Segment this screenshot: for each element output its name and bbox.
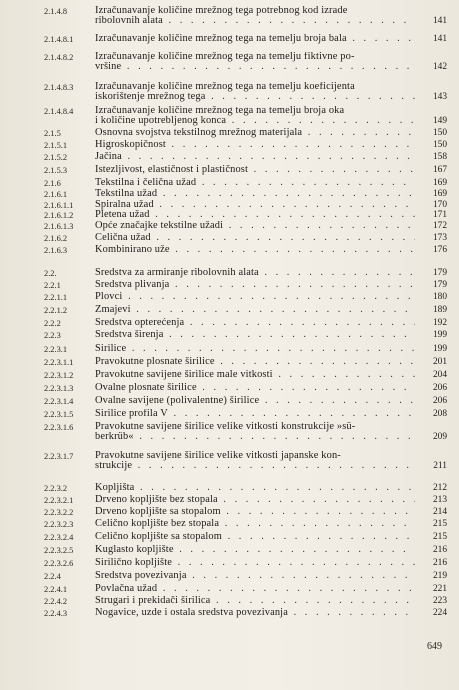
- page-ref: 201: [432, 357, 447, 367]
- page-ref: 180: [432, 292, 447, 302]
- page-ref: 206: [432, 396, 447, 406]
- page-ref: 173: [432, 233, 447, 243]
- section-title: [95, 422, 415, 442]
- section-title: [95, 268, 415, 278]
- page-ref: 219: [432, 571, 447, 581]
- section-title: [95, 558, 415, 568]
- page-ref: 142: [432, 62, 447, 73]
- section-number: 2.2.3.1.3: [44, 384, 74, 393]
- section-title: [95, 221, 415, 231]
- section-title-line: Širilice profila V . . .: [95, 409, 415, 419]
- section-title: [95, 344, 415, 354]
- section-title: [95, 483, 415, 493]
- page-ref: 179: [432, 268, 447, 278]
- section-title-line: iskorištenje mrežnog tega . . .: [95, 92, 415, 102]
- page-ref: 206: [432, 383, 447, 393]
- section-title: [95, 519, 415, 529]
- section-title: [95, 140, 415, 150]
- section-number: 2.2.4: [44, 572, 61, 581]
- page-ref: 208: [432, 409, 447, 419]
- section-number: 2.2.4.1: [44, 585, 68, 594]
- page-ref: 179: [432, 280, 447, 290]
- section-number: 2.2.: [44, 269, 57, 278]
- page-ref: 213: [432, 495, 447, 505]
- page-ref: 216: [432, 558, 447, 568]
- section-title-line: Izračunavanje količine mrežnog tega na temelju broja bala . . .: [95, 34, 415, 44]
- section-title-line: Pletena užad . . .: [95, 210, 415, 220]
- section-title-line: Sredstva za armiranje ribolovnih alata . . .: [95, 268, 415, 278]
- section-title-line: Tekstilna i čelična užad . . .: [95, 178, 415, 188]
- section-title: [95, 409, 415, 419]
- section-title: [95, 280, 415, 290]
- section-title: [95, 165, 415, 175]
- page-ref: 224: [432, 608, 447, 618]
- section-title-line: Čelično kopljište sa stopalom . . .: [95, 532, 415, 542]
- section-title: [95, 82, 415, 102]
- section-title: [95, 106, 415, 126]
- section-title: [95, 370, 415, 380]
- section-number: 2.2.3.1.1: [44, 358, 74, 367]
- section-title: [95, 507, 415, 517]
- section-title: [95, 178, 415, 188]
- section-number: 2.2.3.2.1: [44, 496, 74, 505]
- page-ref: 169: [432, 189, 447, 199]
- page-ref: 141: [432, 34, 447, 44]
- section-number: 2.1.5.1: [44, 141, 68, 150]
- section-title-line: Strugari i prekidači širilica . . .: [95, 596, 415, 606]
- section-number: 2.2.1.1: [44, 293, 68, 302]
- page-ref: 214: [432, 507, 447, 517]
- section-title-line: Kuglasto kopljište . . .: [95, 545, 415, 555]
- page-ref: 215: [432, 519, 447, 529]
- section-title: [95, 245, 415, 255]
- section-title-line: Ovalne savijene (polivalentne) širilice . . .: [95, 396, 415, 406]
- section-number: 2.1.6.1.1: [44, 201, 74, 210]
- section-title: [95, 383, 415, 393]
- section-title-line: Čelična užad . . .: [95, 233, 415, 243]
- section-title-line: ribolovnih alata . . .: [95, 16, 415, 26]
- section-number: 2.1.5.2: [44, 153, 68, 162]
- section-title-line: Drveno kopljište bez stopala . . .: [95, 495, 415, 505]
- section-title: [95, 532, 415, 542]
- section-title-line: Širilično kopljište . . .: [95, 558, 415, 568]
- section-title-line: Sredstva povezivanja . . .: [95, 571, 415, 581]
- section-title-line: Spiralna užad . . .: [95, 200, 415, 210]
- section-title-line: vršine . . .: [95, 62, 415, 72]
- section-title-line: Higroskopičnost . . .: [95, 140, 415, 150]
- page-ref: 199: [432, 344, 447, 354]
- section-title-line: Sredstva plivanja . . .: [95, 280, 415, 290]
- page-ref: 150: [432, 128, 447, 138]
- page-ref: 199: [432, 330, 447, 340]
- section-number: 2.2.3.1.7: [44, 452, 74, 461]
- section-number: 2.1.6.1.2: [44, 211, 74, 220]
- section-number: 2.2.3.1.6: [44, 423, 74, 432]
- page-ref: 212: [432, 483, 447, 493]
- section-title-line: Izračunavanje količine mrežnog tega na temelju broja oka: [95, 106, 345, 116]
- section-number: 2.2.4.2: [44, 597, 68, 606]
- page-ref: 141: [432, 16, 447, 27]
- page-number: 649: [427, 641, 442, 652]
- section-number: 2.1.4.8.1: [44, 35, 74, 44]
- page-ref: 204: [432, 370, 447, 380]
- page-ref: 176: [432, 245, 447, 255]
- section-title-line: Drveno kopljište sa stopalom . . .: [95, 507, 415, 517]
- section-title: [95, 34, 415, 44]
- section-title-line: Istezljivost, elastičnost i plastičnost . . .: [95, 165, 415, 175]
- section-title: [95, 545, 415, 555]
- section-title: [95, 189, 415, 199]
- section-number: 2.2.3.1.4: [44, 397, 74, 406]
- page-ref: 149: [432, 116, 447, 127]
- section-number: 2.2.3.1.2: [44, 371, 74, 380]
- page-ref: 215: [432, 532, 447, 542]
- section-title-line: Povlačna užad . . .: [95, 584, 415, 594]
- page-ref: 192: [432, 318, 447, 328]
- page-ref: 169: [432, 178, 447, 188]
- section-title-line: Kopljišta . . .: [95, 483, 415, 493]
- section-number: 2.2.3.2.3: [44, 520, 74, 529]
- section-title: [95, 571, 415, 581]
- section-title-line: Tekstilna užad . . .: [95, 189, 415, 199]
- page-ref: 167: [432, 165, 447, 175]
- page-ref: 211: [433, 461, 447, 472]
- section-title: [95, 152, 415, 162]
- section-number: 2.1.6: [44, 179, 61, 188]
- section-title: [95, 305, 415, 315]
- page-ref: 209: [432, 432, 447, 443]
- section-title-line: Pravokutne savijene širilice velike vitkosti konstrukcije »sü-: [95, 422, 356, 432]
- section-number: 2.2.3.2.5: [44, 546, 74, 555]
- page-ref: 216: [432, 545, 447, 555]
- section-number: 2.1.5.3: [44, 166, 68, 175]
- page-ref: 172: [432, 221, 447, 231]
- section-number: 2.1.6.3: [44, 246, 68, 255]
- section-title-line: Čelično kopljište bez stopala . . .: [95, 519, 415, 529]
- section-title: [95, 596, 415, 606]
- section-number: 2.2.2: [44, 319, 61, 328]
- section-title-line: Širilice . . .: [95, 344, 415, 354]
- section-title-line: Sredstva širenja . . .: [95, 330, 415, 340]
- section-title-line: Kombinirano uže . . .: [95, 245, 415, 255]
- section-number: 2.1.6.1.3: [44, 222, 74, 231]
- section-title: [95, 128, 415, 138]
- section-title-line: Izračunavanje količine mrežnog tega potrebnog kod izrade: [95, 6, 348, 16]
- section-title: [95, 233, 415, 243]
- section-number: 2.2.3.1: [44, 345, 68, 354]
- section-title-line: Pravokutne savijene širilice velike vitkosti japanske kon-: [95, 451, 341, 461]
- section-number: 2.2.1: [44, 281, 61, 290]
- section-number: 2.2.3.1.5: [44, 410, 74, 419]
- section-number: 2.2.3.2.4: [44, 533, 74, 542]
- section-title: [95, 396, 415, 406]
- section-number: 2.1.4.8.2: [44, 53, 74, 62]
- section-title-line: Plovci . . .: [95, 292, 415, 302]
- section-number: 2.2.3.2.2: [44, 508, 74, 517]
- section-title: [95, 451, 415, 471]
- page-ref: 150: [432, 140, 447, 150]
- page-ref: 171: [432, 210, 447, 220]
- section-number: 2.1.6.1: [44, 190, 68, 199]
- section-title-line: strukcije . . .: [95, 461, 415, 471]
- section-number: 2.1.4.8.4: [44, 107, 74, 116]
- section-title: [95, 357, 415, 367]
- section-title-line: Pravokutne savijene širilice male vitkosti . . .: [95, 370, 415, 380]
- section-number: 2.2.1.2: [44, 306, 68, 315]
- section-title-line: Sredstva opterećenja . . .: [95, 318, 415, 328]
- section-title-line: Ovalne plosnate širilice . . .: [95, 383, 415, 393]
- page-ref: 158: [432, 152, 447, 162]
- section-title-line: Opće značajke tekstilne užadi . . .: [95, 221, 415, 231]
- page-ref: 221: [432, 584, 447, 594]
- section-title: [95, 318, 415, 328]
- page-ref: 189: [432, 305, 447, 315]
- section-title: [95, 6, 415, 26]
- section-title: [95, 200, 415, 210]
- section-title-line: Pravokutne plosnate širilice . . .: [95, 357, 415, 367]
- section-title-line: Nogavice, uzde i ostala sredstva povezivanja . . .: [95, 608, 415, 618]
- section-title-line: berkrüb« . . .: [95, 432, 415, 442]
- page-ref: 170: [432, 200, 447, 210]
- section-title: [95, 292, 415, 302]
- section-title: [95, 584, 415, 594]
- section-number: 2.1.6.2: [44, 234, 68, 243]
- section-title-line: Zmajevi . . .: [95, 305, 415, 315]
- section-title: [95, 608, 415, 618]
- section-title: [95, 495, 415, 505]
- section-number: 2.2.3.2.6: [44, 559, 74, 568]
- section-title-line: Osnovna svojstva tekstilnog mrežnog materijala . . .: [95, 128, 415, 138]
- section-number: 2.2.3.2: [44, 484, 68, 493]
- section-title: [95, 210, 415, 220]
- section-title: [95, 52, 415, 72]
- section-title-line: i količine upotrebljenog konca . . .: [95, 116, 415, 126]
- page-ref: 223: [432, 596, 447, 606]
- section-number: 2.2.4.3: [44, 609, 68, 618]
- page-ref: 143: [432, 92, 447, 103]
- section-number: 2.1.4.8: [44, 7, 68, 16]
- section-title-line: Jačina . . .: [95, 152, 415, 162]
- section-title: [95, 330, 415, 340]
- section-title-line: Izračunavanje količine mrežnog tega na temelju fiktivne po-: [95, 52, 355, 62]
- section-number: 2.1.5: [44, 129, 61, 138]
- section-number: 2.1.4.8.3: [44, 83, 74, 92]
- section-title-line: Izračunavanje količine mrežnog tega na temelju koeficijenta: [95, 82, 355, 92]
- section-number: 2.2.3: [44, 331, 61, 340]
